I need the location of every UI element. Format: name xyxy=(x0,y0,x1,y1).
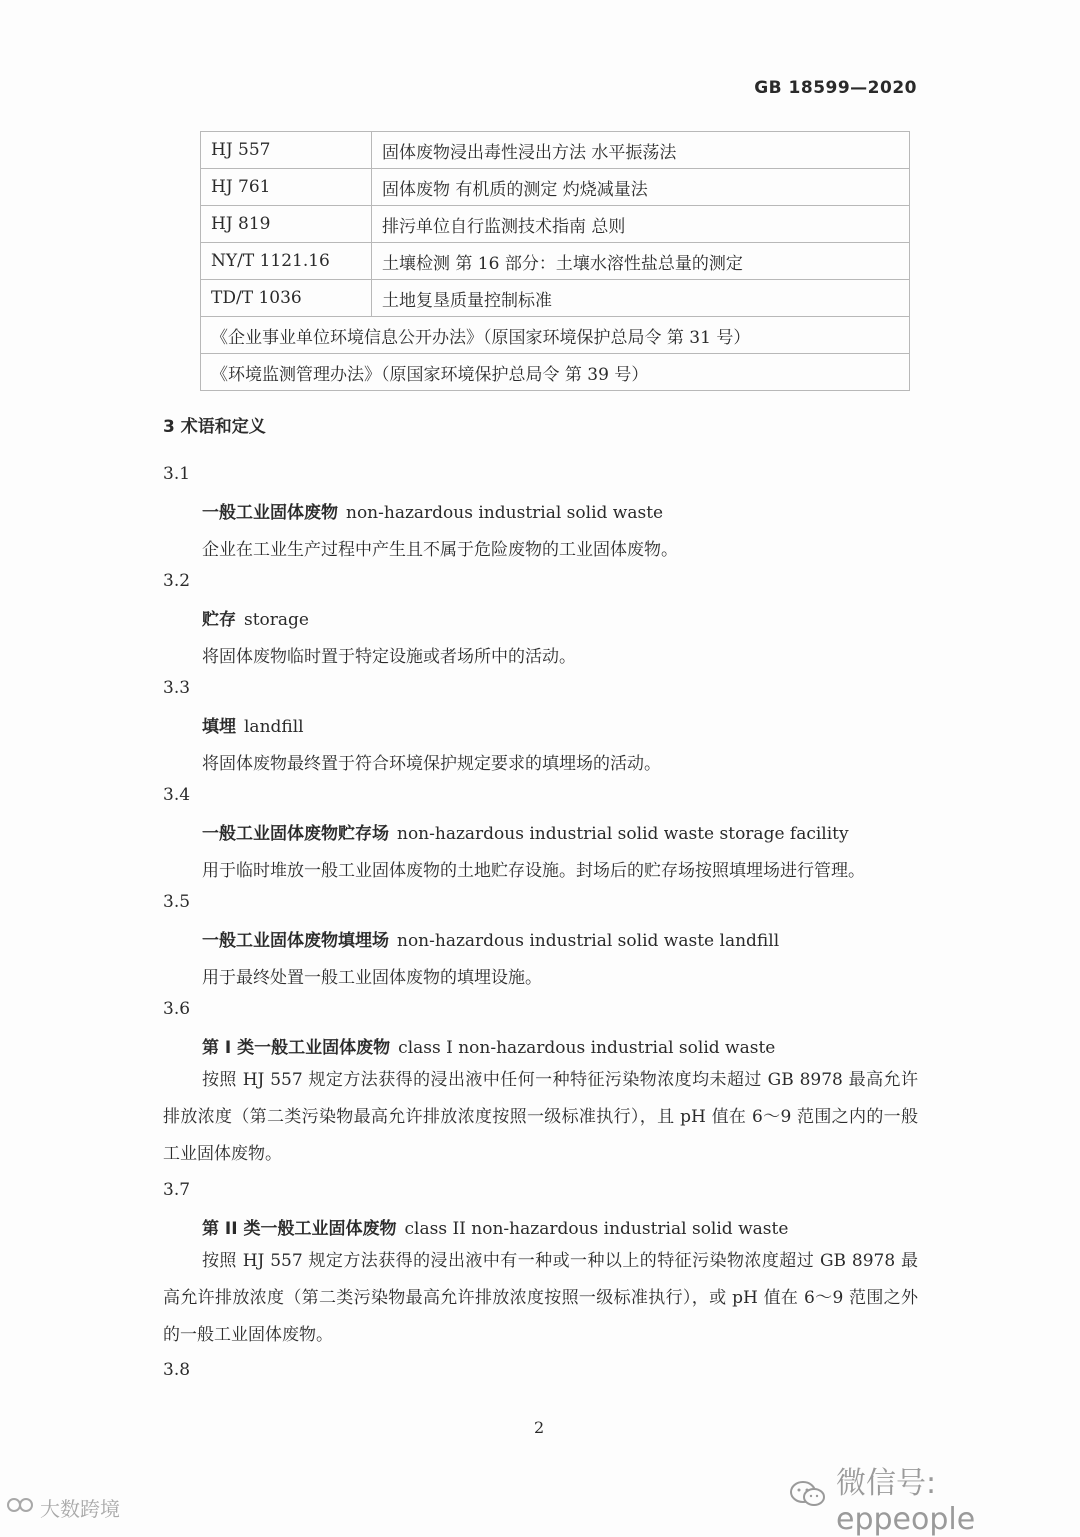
term-definition: 按照 HJ 557 规定方法获得的浸出液中有一种或一种以上的特征污染物浓度超过 GB 8978 最高允许排放浓度（第二类污染物最高允许排放浓度按照一级标准执行），或 pH 值在 6～9 范围之外的一般工业固体废物。 xyxy=(163,1251,918,1345)
term-zh: 第 I 类一般工业固体废物 xyxy=(202,1038,391,1058)
ref-title: 土地复垦质量控制标准 xyxy=(372,280,910,317)
standard-number: GB 18599—2020 xyxy=(754,78,917,98)
term-number: 3.4 xyxy=(163,785,191,805)
section-heading: 3 术语和定义 xyxy=(163,417,266,437)
table-row xyxy=(201,132,910,169)
ref-title: 固体废物 有机质的测定 灼烧减量法 xyxy=(372,169,910,206)
term-heading xyxy=(202,1033,775,1058)
reference-table xyxy=(200,131,910,391)
term-zh: 一般工业固体废物贮存场 xyxy=(202,824,389,844)
term-definition: 按照 HJ 557 规定方法获得的浸出液中任何一种特征污染物浓度均未超过 GB 8978 最高允许排放浓度（第二类污染物最高允许排放浓度按照一级标准执行），且 pH 值在 6～9 范围之内的一般工业固体废物。 xyxy=(163,1070,918,1164)
term-number: 3.2 xyxy=(163,571,191,591)
wechat-id-text: 微信号: eppeople xyxy=(836,1466,976,1537)
term-en: non-hazardous industrial solid waste landfill xyxy=(397,931,780,951)
term-heading xyxy=(202,712,304,737)
term-heading xyxy=(202,819,849,844)
term-en: landfill xyxy=(244,717,304,737)
ref-code: HJ 557 xyxy=(201,132,372,169)
term-number: 3.5 xyxy=(163,892,191,912)
ref-code: HJ 761 xyxy=(201,169,372,206)
term-en: class II non-hazardous industrial solid waste xyxy=(404,1219,789,1239)
table-row xyxy=(201,280,910,317)
term-zh: 第 II 类一般工业固体废物 xyxy=(202,1219,397,1239)
ref-code: NY/T 1121.16 xyxy=(201,243,372,280)
table-row xyxy=(201,354,910,391)
term-en: non-hazardous industrial solid waste xyxy=(346,503,664,523)
ref-title: 排污单位自行监测技术指南 总则 xyxy=(372,206,910,243)
brand-logo-icon xyxy=(6,1494,36,1521)
ref-full-row: 《环境监测管理办法》（原国家环境保护总局令 第 39 号） xyxy=(201,354,910,391)
term-heading xyxy=(202,605,309,630)
table-row xyxy=(201,243,910,280)
term-en: non-hazardous industrial solid waste storage facility xyxy=(397,824,849,844)
page-number: 2 xyxy=(534,1418,545,1437)
term-zh: 一般工业固体废物填埋场 xyxy=(202,931,389,951)
term-definition: 用于最终处置一般工业固体废物的填埋设施。 xyxy=(202,968,542,988)
ref-title: 固体废物浸出毒性浸出方法 水平振荡法 xyxy=(372,132,910,169)
ref-code: HJ 819 xyxy=(201,206,372,243)
ref-code: TD/T 1036 xyxy=(201,280,372,317)
term-number: 3.6 xyxy=(163,999,191,1019)
table-row xyxy=(201,317,910,354)
term-en: storage xyxy=(244,610,309,630)
table-row xyxy=(201,206,910,243)
table-row xyxy=(201,169,910,206)
wechat-icon xyxy=(788,1479,828,1517)
term-number: 3.3 xyxy=(163,678,191,698)
term-number: 3.7 xyxy=(163,1180,191,1200)
term-definition: 将固体废物临时置于特定设施或者场所中的活动。 xyxy=(202,647,576,667)
term-zh: 贮存 xyxy=(202,610,236,630)
ref-full-row: 《企业事业单位环境信息公开办法》（原国家环境保护总局令 第 31 号） xyxy=(201,317,910,354)
term-number: 3.8 xyxy=(163,1360,191,1380)
wechat-watermark xyxy=(788,1458,1080,1537)
term-zh: 一般工业固体废物 xyxy=(202,503,338,523)
term-heading xyxy=(202,498,663,523)
term-heading xyxy=(202,1214,788,1239)
brand-watermark xyxy=(6,1493,120,1522)
term-definition: 企业在工业生产过程中产生且不属于危险废物的工业固体废物。 xyxy=(202,540,678,560)
term-heading xyxy=(202,926,779,951)
term-en: class I non-hazardous industrial solid waste xyxy=(398,1038,776,1058)
term-definition: 将固体废物最终置于符合环境保护规定要求的填埋场的活动。 xyxy=(202,754,661,774)
term-number: 3.1 xyxy=(163,464,191,484)
brand-name-text: 大数跨境 xyxy=(40,1497,120,1521)
term-zh: 填埋 xyxy=(202,717,236,737)
term-definition: 用于临时堆放一般工业固体废物的土地贮存设施。封场后的贮存场按照填埋场进行管理。 xyxy=(202,861,865,881)
ref-title: 土壤检测 第 16 部分：土壤水溶性盐总量的测定 xyxy=(372,243,910,280)
